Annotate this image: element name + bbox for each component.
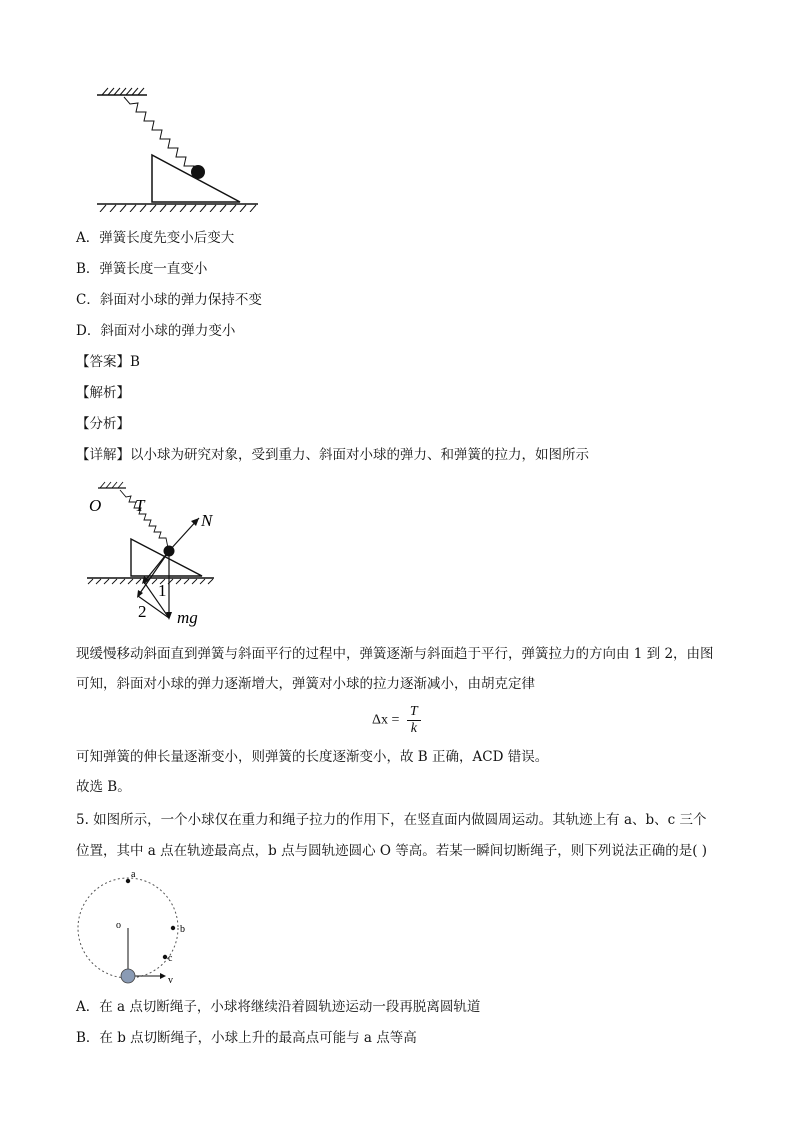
option-q4-c: C．斜面对小球的弹力保持不变 <box>76 292 262 308</box>
answer: 【答案】B <box>76 354 140 370</box>
paragraph-2: 可知弹簧的伸长量逐渐变小，则弹簧的长度逐渐变小，故 B 正确，ACD 错误。 <box>76 749 549 765</box>
formula-numerator: T <box>407 704 421 721</box>
formula-lhs: Δx = <box>372 712 400 728</box>
hooke-formula <box>372 704 421 737</box>
formula-fraction <box>407 704 421 737</box>
question-5-line-1: 5. 如图所示，一个小球仅在重力和绳子拉力的作用下，在竖直面内做圆周运动。其轨迹上有 a、b、c 三个 <box>76 812 707 828</box>
paragraph-1-line-2: 可知，斜面对小球的弹力逐渐增大，弹簧对小球的拉力逐渐减小，由胡克定律 <box>76 676 535 692</box>
fenxi-heading: 【分析】 <box>76 416 130 432</box>
option-q4-d: D．斜面对小球的弹力变小 <box>76 323 236 339</box>
formula-denominator: k <box>410 721 417 736</box>
label-b: b <box>180 924 185 935</box>
figure-force-diagram <box>82 478 222 630</box>
question-5-line-2: 位置，其中 a 点在轨迹最高点，b 点与圆轨迹圆心 O 等高。若某一瞬间切断绳子，则下列说法正确的是( ) <box>76 843 708 859</box>
option-q5-a: A．在 a 点切断绳子，小球将继续沿着圆轨迹运动一段再脱离圆轨道 <box>76 999 481 1015</box>
detail-text: 【详解】以小球为研究对象，受到重力、斜面对小球的弹力、和弹簧的拉力，如图所示 <box>76 447 589 463</box>
label-o: o <box>116 920 121 931</box>
figure-spring-incline <box>92 84 264 212</box>
choose-answer: 故选 B。 <box>76 779 131 795</box>
label-O: O <box>89 496 102 515</box>
label-mg: mg <box>177 608 198 627</box>
label-2: 2 <box>138 602 147 621</box>
label-N: N <box>201 511 213 530</box>
option-q4-b: B．弹簧长度一直变小 <box>76 261 208 277</box>
label-T: T <box>135 496 145 515</box>
label-c: c <box>168 953 173 964</box>
paragraph-1-line-1: 现缓慢移动斜面直到弹簧与斜面平行的过程中，弹簧逐渐与斜面趋于平行，弹簧拉力的方向由 1 到 2，由图 <box>76 646 714 662</box>
label-a: a <box>131 869 136 880</box>
option-q4-a: A．弹簧长度先变小后变大 <box>76 230 235 246</box>
analysis-heading: 【解析】 <box>76 385 130 401</box>
label-1: 1 <box>158 581 167 600</box>
label-v: v <box>168 975 173 986</box>
figure-circular-motion <box>76 866 196 990</box>
option-q5-b: B．在 b 点切断绳子，小球上升的最高点可能与 a 点等高 <box>76 1030 417 1046</box>
